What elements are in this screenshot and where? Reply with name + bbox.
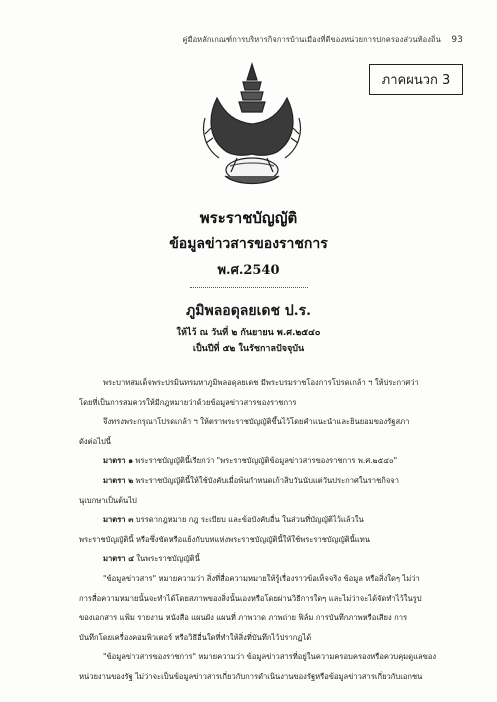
body-line-text: "ข้อมูลข่าวสารของราชการ" หมายความว่า ข้อมูลข่าวสารที่อยู่ในความครอบครองหรือควบคุมดูแลของ [103,652,437,662]
body-line [79,451,455,471]
body-line [79,647,455,667]
body-line [79,589,455,609]
body-line-text: ในพระราชบัญญัตินี้ [133,554,200,564]
body-line-text: พระราชบัญญัตินี้เรียกว่า "พระราชบัญญัติข้อมูลข่าวสารของราชการ พ.ศ.๒๕๔๐" [133,456,398,466]
body-line [79,491,455,511]
body-line-text: พระราชบัญญัตินี้ หรือซึ่งขัดหรือแย้งกับบทแห่งพระราชบัญญัตินี้ให้ใช้พระราชบัญญัตินี้แทน [79,534,370,544]
body-line-text: จึงทรงพระกรุณาโปรดเกล้า ฯ ให้ตราพระราชบัญญัติขึ้นไว้โดยคำแนะนำและยินยอมของรัฐสภา [103,417,410,427]
body-line-text: นุเบกษาเป็นต้นไป [79,495,137,505]
section-number: มาตรา ๑ [103,456,134,466]
body-line-text: บรรดากฎหมาย กฎ ระเบียบ และข้อบังคับอื่น ในส่วนที่บัญญัติไว้แล้วใน [133,515,364,525]
section-number: มาตรา ๓ [103,515,134,525]
body-line-text: การสื่อความหมายนั้นจะทำได้โดยสภาพของสิ่งนั้นเองหรือโดยผ่านวิธีการใดๆ และไม่ว่าจะได้จัดทำไว้ในรูป [79,593,422,603]
given-date: ให้ไว้ ณ วันที่ ๒ กันยายน พ.ศ.๒๕๔๐ [176,328,321,338]
royal-signature: ภูมิพลอดุลยเดช ป.ร. [186,303,311,319]
page-header [182,34,463,46]
body-line-text: หน่วยงานของรัฐ ไม่ว่าจะเป็นข้อมูลข่าวสารเกี่ยวกับการดำเนินงานของรัฐหรือข้อมูลข่าวสารเกี่ยวกับเอกชน [79,671,423,681]
act-body [79,373,455,687]
body-line [79,628,455,648]
act-title: พระราชบัญญัติ [199,209,298,227]
section-number: มาตรา ๔ [103,554,134,564]
body-line [79,393,455,413]
body-line-text: พระราชบัญญัตินี้ให้ใช้บังคับเมื่อพ้นกำหนดเก้าสิบวันนับแต่วันประกาศในราชกิจจา [133,475,399,485]
body-line [79,373,455,393]
body-line-text: ดังต่อไปนี้ [79,436,111,446]
reign-year: เป็นปีที่ ๕๒ ในรัชกาลปัจจุบัน [192,344,305,354]
body-line-text: โดยที่เป็นการสมควรให้มีกฎหมายว่าด้วยข้อมูลข่าวสารของราชการ [79,397,297,407]
body-line [79,569,455,589]
body-line [79,412,455,432]
body-line [79,432,455,452]
appendix-label: ภาคผนวก 3 [369,64,463,95]
body-line-text: พระบาทสมเด็จพระปรมินทรมหาภูมิพลอดุลยเดช มีพระบรมราชโองการโปรดเกล้า ฯ ให้ประกาศว่า [103,378,419,387]
act-year: พ.ศ.2540 [217,263,280,278]
body-line [79,549,455,569]
act-subtitle: ข้อมูลข่าวสารของราชการ [169,236,328,252]
body-line-text: ของเอกสาร แฟ้ม รายงาน หนังสือ แผนผัง แผนที่ ภาพวาด ภาพถ่าย ฟิล์ม การบันทึกภาพหรือเสียง การ [79,613,408,623]
section-number: มาตรา ๒ [103,475,134,485]
body-line-text: บันทึกโดยเครื่องคอมพิวเตอร์ หรือวิธีอื่นใดที่ทำให้สิ่งที่บันทึกไว้ปรากฏได้ [79,632,312,642]
garuda-emblem-icon [197,58,307,198]
divider [190,287,308,288]
body-line-text: "ข้อมูลข่าวสาร" หมายความว่า สิ่งที่สื่อความหมายให้รู้เรื่องราวข้อเท็จจริง ข้อมูล หรือสิ่งใดๆ ไม่ว่า [103,573,420,583]
body-line [79,510,455,530]
body-line [79,471,455,491]
body-line [79,667,455,687]
header-text: คู่มือหลักเกณฑ์การบริหารกิจการบ้านเมืองที่ดีของหน่วยการปกครองส่วนท้องถิ่น [182,35,441,44]
body-line [79,608,455,628]
page-number: 93 [451,35,463,45]
body-line [79,530,455,550]
